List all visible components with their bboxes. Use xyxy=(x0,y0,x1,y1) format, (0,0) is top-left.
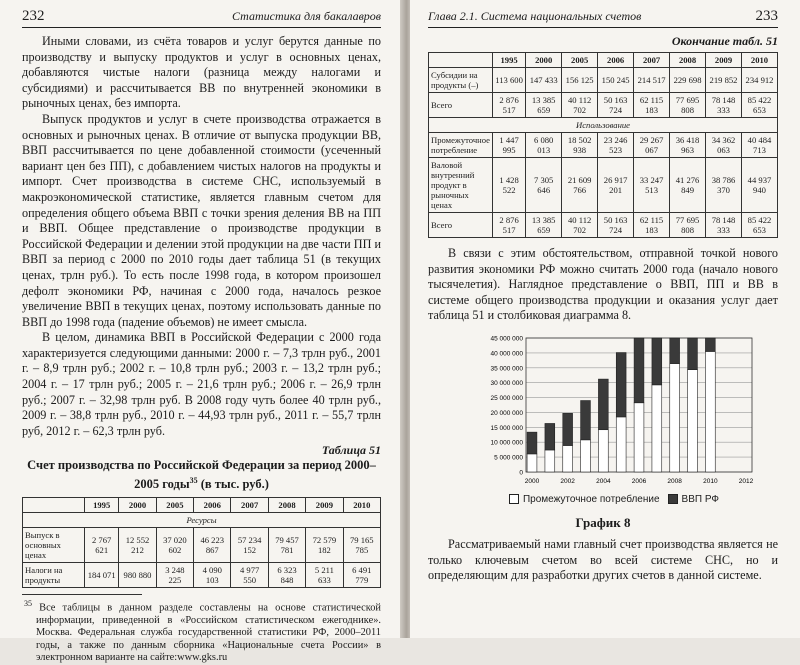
table-year-header: 2005 xyxy=(562,53,598,68)
table-cell: 36 418 963 xyxy=(670,133,706,158)
table-header-corner xyxy=(23,497,85,512)
y-tick-label: 45 000 000 xyxy=(490,335,523,343)
footnote-rule xyxy=(22,594,142,595)
table-title xyxy=(22,458,381,492)
table-year-header: 2009 xyxy=(306,497,343,512)
table-cell: 18 502 938 xyxy=(562,133,598,158)
table-year-header: 2007 xyxy=(634,53,670,68)
bar-gdp xyxy=(652,338,662,385)
table-cell: 38 786 370 xyxy=(706,158,742,213)
table-cell: 147 433 xyxy=(526,68,562,93)
table-cell: 34 362 063 xyxy=(706,133,742,158)
chart-legend xyxy=(468,494,760,505)
table-cell: 13 385 659 xyxy=(526,93,562,118)
table-row-label: Выпуск в основных ценах xyxy=(23,527,85,562)
table-cell: 184 071 xyxy=(85,562,119,587)
legend-label-gdp: ВВП РФ xyxy=(681,493,720,505)
table-cell: 214 517 xyxy=(634,68,670,93)
table-section-row xyxy=(23,512,381,527)
bar-chart xyxy=(468,332,760,505)
table-cell: 85 422 653 xyxy=(742,213,778,238)
table-cell: 5 211 633 xyxy=(306,562,343,587)
y-tick-label: 10 000 000 xyxy=(490,439,523,447)
table-year-header: 2000 xyxy=(526,53,562,68)
table-cell: 150 245 xyxy=(598,68,634,93)
table-cell: 23 246 523 xyxy=(598,133,634,158)
x-tick-label: 2004 xyxy=(596,477,611,485)
table-year-header: 2010 xyxy=(343,497,380,512)
table-cell: 7 305 646 xyxy=(526,158,562,213)
table-cell: 77 695 808 xyxy=(670,213,706,238)
usage-table xyxy=(428,52,778,238)
table-cell: 6 080 013 xyxy=(526,133,562,158)
bar-gdp xyxy=(670,338,680,364)
table-year-header: 2007 xyxy=(231,497,268,512)
left-running-head xyxy=(22,8,381,28)
footnote xyxy=(22,598,381,665)
bar-intermediate-consumption xyxy=(652,385,662,472)
bar-intermediate-consumption xyxy=(563,445,573,472)
table-year-header: 2006 xyxy=(598,53,634,68)
table-row xyxy=(23,562,381,587)
y-tick-label: 35 000 000 xyxy=(490,365,523,373)
table-row xyxy=(429,158,778,213)
bar-intermediate-consumption xyxy=(581,440,591,472)
y-tick-label: 30 000 000 xyxy=(490,380,523,388)
table-row-label: Всего xyxy=(429,93,493,118)
table-row xyxy=(429,133,778,158)
table-row xyxy=(429,68,778,93)
legend-swatch-dark xyxy=(668,494,678,504)
table-title-footnote-ref: 35 xyxy=(189,476,198,486)
bar-intermediate-consumption xyxy=(527,454,537,472)
bar-intermediate-consumption xyxy=(634,403,644,472)
table-cell: 26 917 201 xyxy=(598,158,634,213)
chart-caption: График 8 xyxy=(575,514,631,530)
x-tick-label: 2000 xyxy=(524,477,540,485)
right-closing-paragraph: Рассматриваемый нами главный счет производства является не только ключевым счетом во всей системе СНС, но и определяющим для разработки других счетов в данной системе. xyxy=(428,536,778,583)
footnote-text: Все таблицы в данном разделе составлены на основе статистической информации, приведенной в «Российском статистическом ежегоднике». Москва. Федеральная служба государственной статистики РФ, 2000–2011 годы, а также по данным сборника «Национальные счета России» в электронном варианте на сайте:www.gks.ru xyxy=(36,602,381,664)
table-cell: 1 428 522 xyxy=(492,158,525,213)
table-year-header: 1995 xyxy=(492,53,525,68)
table-row-label: Валовой внутренний продукт в рыночных ценах xyxy=(429,158,493,213)
table-cell: 40 484 713 xyxy=(742,133,778,158)
bar-intermediate-consumption xyxy=(545,450,555,472)
x-tick-label: 2002 xyxy=(560,477,575,485)
table-cell: 29 267 067 xyxy=(634,133,670,158)
table-section-label: Использование xyxy=(429,118,778,133)
table-row xyxy=(429,213,778,238)
table-cell: 79 165 785 xyxy=(343,527,380,562)
table-row xyxy=(429,93,778,118)
table-cell: 6 491 779 xyxy=(343,562,380,587)
table-section-row xyxy=(429,118,778,133)
right-running-head xyxy=(428,8,778,28)
x-tick-label: 2008 xyxy=(667,477,682,485)
table-cell: 6 323 848 xyxy=(268,562,305,587)
table-year-header: 2010 xyxy=(742,53,778,68)
table-header-corner xyxy=(429,53,493,68)
bar-gdp xyxy=(563,413,573,445)
right-running-title: Глава 2.1. Система национальных счетов xyxy=(428,9,642,23)
table-cell: 13 385 659 xyxy=(526,213,562,238)
table-year-header: 2005 xyxy=(156,497,193,512)
table-cell: 234 912 xyxy=(742,68,778,93)
table-cell: 62 115 183 xyxy=(634,93,670,118)
left-running-title: Статистика для бакалавров xyxy=(232,9,381,23)
bar-intermediate-consumption xyxy=(616,417,626,472)
table-row-label: Всего xyxy=(429,213,493,238)
table-cell: 72 579 182 xyxy=(306,527,343,562)
bar-intermediate-consumption xyxy=(598,430,608,472)
table-year-header: 2008 xyxy=(268,497,305,512)
table-cell: 980 880 xyxy=(119,562,156,587)
table-cell: 46 223 867 xyxy=(194,527,231,562)
table-cell: 40 112 702 xyxy=(562,213,598,238)
table-cell: 156 125 xyxy=(562,68,598,93)
table-year-header: 2009 xyxy=(706,53,742,68)
y-tick-label: 20 000 000 xyxy=(490,409,523,417)
table-cell: 2 876 517 xyxy=(492,93,525,118)
table-cell: 78 148 333 xyxy=(706,93,742,118)
right-page xyxy=(410,0,800,638)
table-row xyxy=(23,527,381,562)
chart-canvas xyxy=(468,332,760,492)
table-cell: 78 148 333 xyxy=(706,213,742,238)
left-paragraph-1: Иными словами, из счёта товаров и услуг берутся данные по производству и выпуску продуктов и услуг в основных ценах, добавляются чистые налоги (разница между налогами и субсидиями) и рассчитывается ВВ по внутренней экономики в рыночных ценах, без импорта. xyxy=(22,34,381,111)
table-title-units: (в тыс. руб.) xyxy=(197,477,269,492)
table-section-label: Ресурсы xyxy=(23,512,381,527)
y-tick-label: 25 000 000 xyxy=(490,395,523,403)
x-tick-label: 2012 xyxy=(738,477,754,485)
table-cell: 50 163 724 xyxy=(598,213,634,238)
table-header-row xyxy=(23,497,381,512)
table-cell: 33 247 513 xyxy=(634,158,670,213)
table-cell: 79 457 781 xyxy=(268,527,305,562)
table-cell: 21 609 766 xyxy=(562,158,598,213)
table-year-header: 2000 xyxy=(119,497,156,512)
table-year-header: 2006 xyxy=(194,497,231,512)
legend-item-intermediate xyxy=(509,494,660,505)
x-tick-label: 2010 xyxy=(703,477,718,485)
table-cell: 4 977 550 xyxy=(231,562,268,587)
legend-item-gdp xyxy=(668,494,719,505)
legend-swatch-white xyxy=(509,494,519,504)
table-cell: 41 276 849 xyxy=(670,158,706,213)
right-page-number: 233 xyxy=(755,8,778,24)
table-cell: 57 234 152 xyxy=(231,527,268,562)
table-row-label: Промежуточное потребление xyxy=(429,133,493,158)
table-cell: 113 600 xyxy=(492,68,525,93)
resources-table xyxy=(22,497,381,588)
table-label: Таблица 51 xyxy=(321,443,381,458)
bar-gdp xyxy=(705,338,715,351)
left-page-number: 232 xyxy=(22,8,45,24)
bar-gdp xyxy=(616,353,626,417)
bar-gdp xyxy=(598,379,608,430)
table-cell: 3 248 225 xyxy=(156,562,193,587)
table-cell: 77 695 808 xyxy=(670,93,706,118)
table-cell: 229 698 xyxy=(670,68,706,93)
table-cell: 40 112 702 xyxy=(562,93,598,118)
y-tick-label: 5 000 000 xyxy=(494,454,523,462)
table-year-header: 1995 xyxy=(85,497,119,512)
table-cell: 2 876 517 xyxy=(492,213,525,238)
bar-gdp xyxy=(634,338,644,403)
left-paragraph-3: В целом, динамика ВВП в Российской Федерации с 2000 года характеризуется следующими данными: 2000 г. – 7,3 трлн руб., 2001 г. – 8,9 трлн руб.; 2002 г. – 10,8 трлн руб.; 2003 г. – 13,2 трлн руб.; 2004 г. – 17 трлн руб.; 2005 г. – 21,6 трлн руб.; 2006 г. – 26,9 трлн руб.; 2007 г. – 32,98 трлн руб. В 2008 году чуть более 40 трлн руб., 2009 г. – 38,8 трлн руб., 2010 г. – 44,93 трлн руб., 2011 г. – 55,7 трлн руб, 2012 г. – 62,3 трлн руб. xyxy=(22,330,381,438)
table-cell: 12 552 212 xyxy=(119,527,156,562)
table-continuation-label: Окончание табл. 51 xyxy=(671,34,778,48)
bar-gdp xyxy=(581,401,591,440)
table-year-header: 2008 xyxy=(670,53,706,68)
bar-intermediate-consumption xyxy=(705,351,715,472)
table-cell: 50 163 724 xyxy=(598,93,634,118)
table-row-label: Налоги на продукты xyxy=(23,562,85,587)
table-cell: 2 767 621 xyxy=(85,527,119,562)
table-cell: 37 020 602 xyxy=(156,527,193,562)
bar-gdp xyxy=(527,432,537,454)
legend-label-intermediate: Промежуточное потребление xyxy=(522,493,660,505)
bar-gdp xyxy=(688,338,698,370)
right-paragraph-1: В связи с этим обстоятельством, отправной точкой нового развития экономики РФ можно считать 2000 года (начало нового тысячелетия). Наглядное представление о ВВП, ПП и ВВ в системе общего производства продукции и оказания услуг дает таблица 51 и столбиковая диаграмма 8. xyxy=(428,246,778,323)
table-cell: 85 422 653 xyxy=(742,93,778,118)
footnote-mark: 35 xyxy=(24,598,32,608)
left-paragraph-2: Выпуск продуктов и услуг в счете производства отражается в основных и рыночных ценах. В отличие от выпуска продукции ВВ, ВВП рассчитывается по цене добавленной стоимости (усеченный вариант цен без ПП), с добавлением чистых налогов на продукты и импорт. Счет производства в системе СНС, используемый в макроэкономической статистике, является главным счетом для определения общего объема ВВП с точки зрения деления ВВ на ПП и ВВП. Общее представление о производстве продукции в Российской Федерации и делении этой продукции на две части ПП и ВВП за период с 2000 по 2010 годы дает таблица 51 (в текущих ценах, трлн руб.). То есть после 1998 года, в котором произошел дефолт экономики РФ, начиная с 2000 года, началось резкое увеличение ВВП в текущих ценах, поэтому использовать данные по ВВП до 1998 года (падение объемов) не имеет смысла. xyxy=(22,111,381,329)
x-tick-label: 2006 xyxy=(631,477,647,485)
table-cell: 1 447 995 xyxy=(492,133,525,158)
table-cell: 4 090 103 xyxy=(194,562,231,587)
y-tick-label: 0 xyxy=(519,469,523,477)
bar-gdp xyxy=(545,423,555,450)
table-header-row xyxy=(429,53,778,68)
bar-intermediate-consumption xyxy=(688,370,698,472)
y-tick-label: 40 000 000 xyxy=(490,350,523,358)
y-tick-label: 15 000 000 xyxy=(490,424,523,432)
table-cell: 62 115 183 xyxy=(634,213,670,238)
bar-intermediate-consumption xyxy=(670,364,680,472)
table-row-label: Субсидии на продукты (–) xyxy=(429,68,493,93)
table-title-text: Счет производства по Российской Федерации за период 2000–2005 годы xyxy=(27,458,376,492)
table-cell: 44 937 940 xyxy=(742,158,778,213)
table-cell: 219 852 xyxy=(706,68,742,93)
